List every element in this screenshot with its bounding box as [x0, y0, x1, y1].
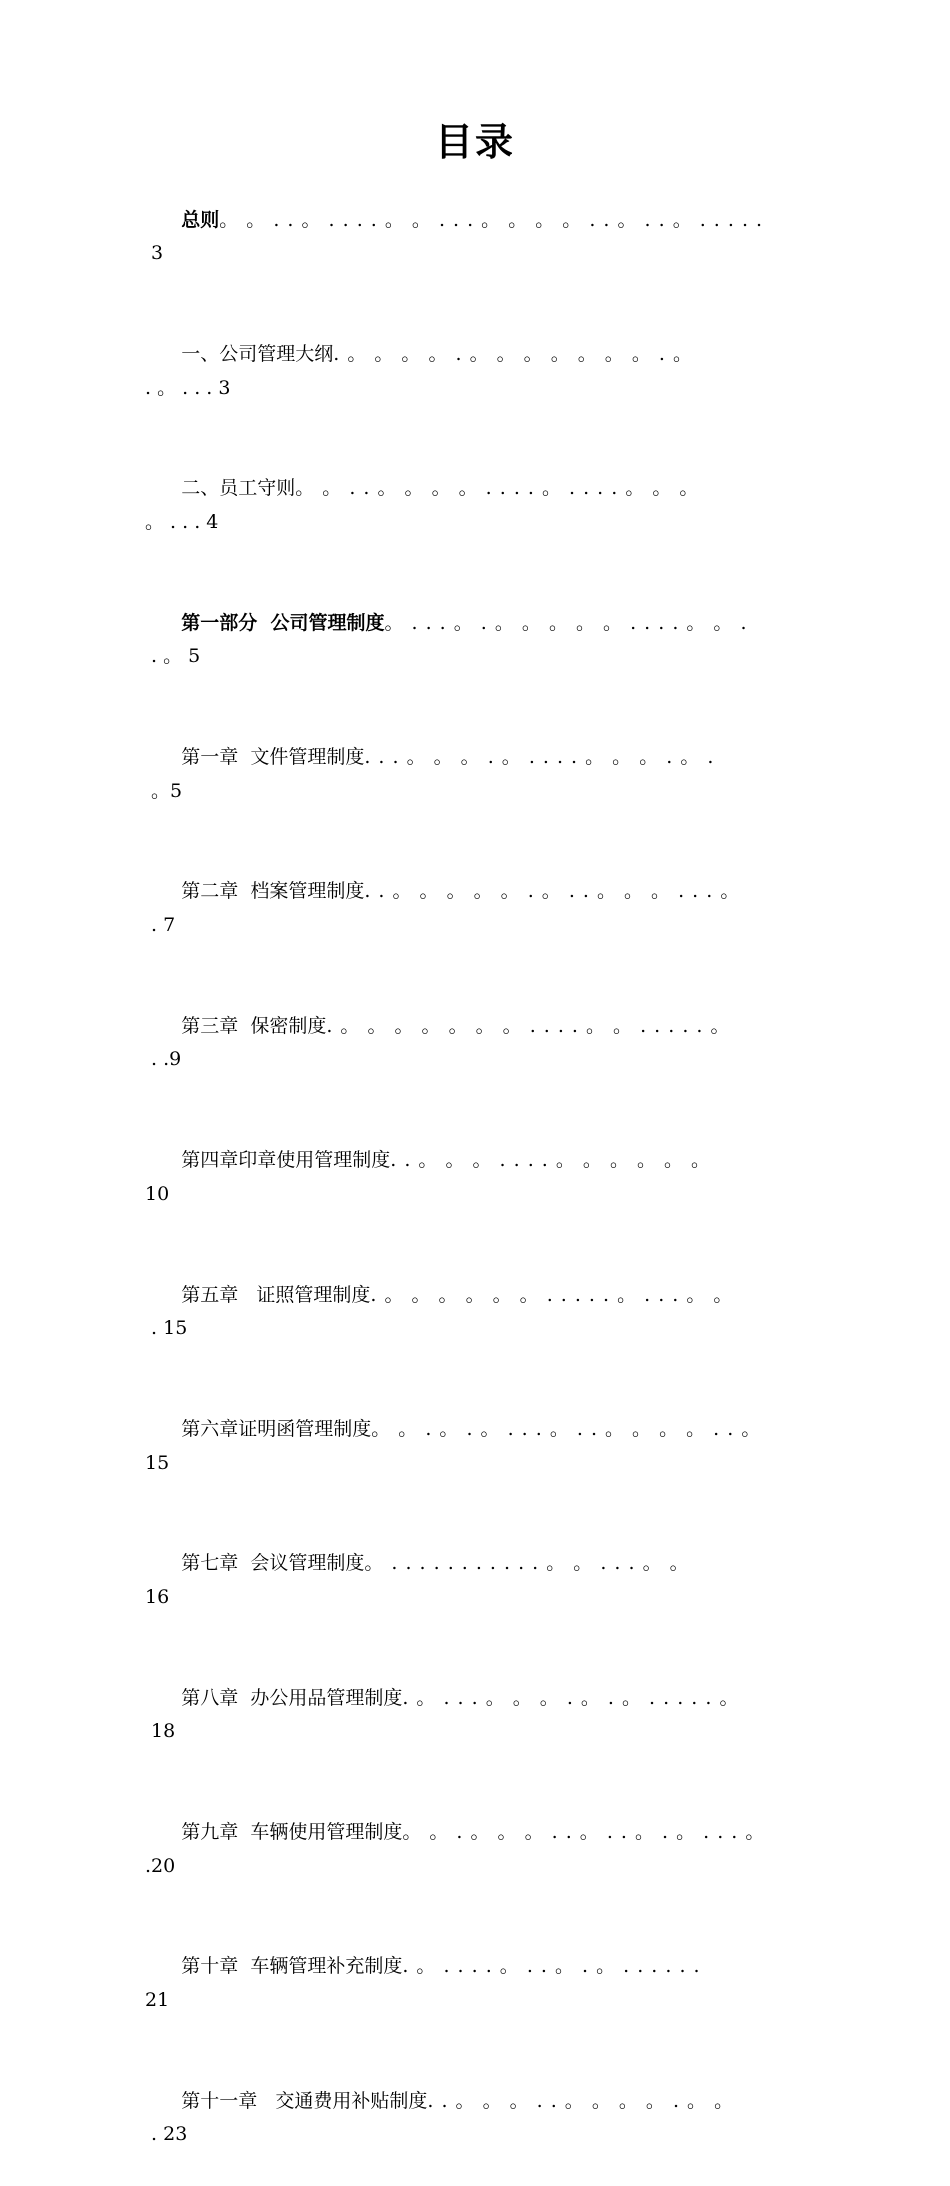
toc-entry-label: 第七章 会议管理制度 — [181, 1552, 365, 1575]
toc-leader: . 。 。 。 。 。 。 。 . . . . 。 。 . . . . . 。 — [326, 1014, 731, 1037]
toc-page-number: 。5 — [145, 779, 183, 802]
toc-entry[interactable] — [145, 1783, 820, 1917]
toc-entry[interactable] — [145, 1379, 820, 1513]
toc-page-number: . 。 5 — [145, 645, 201, 668]
toc-entry-label: 第一章 文件管理制度 — [181, 746, 365, 769]
toc-entry[interactable] — [145, 1245, 820, 1379]
toc-leader: . . . 。 。 。 . 。 . . . . 。 。 。 . 。 . — [364, 746, 715, 769]
toc-entry-label: 二、员工守则 — [181, 477, 296, 500]
toc-entry[interactable] — [145, 842, 820, 976]
toc-page-number: 21 — [145, 1989, 170, 2012]
toc-entry-label: 第九章 车辆使用管理制度 — [181, 1821, 403, 1844]
toc-page-number: 16 — [145, 1585, 170, 1608]
toc-entry-label: 第二章 档案管理制度 — [181, 880, 365, 903]
toc-leader: 。 。 . . 。 . . . . 。 。 . . . 。 。 。 。 . . 。 . . 。 . . . . . — [219, 208, 764, 231]
toc-entry[interactable] — [145, 1514, 820, 1648]
toc-entry-label: 第四章印章使用管理制度 — [181, 1149, 391, 1172]
toc-leader: 。 . . . . . . . . . . . 。 。 . . . 。 。 — [364, 1552, 690, 1575]
toc-entry[interactable] — [145, 2051, 820, 2185]
toc-leader: . 。 . . . 。 。 。 . 。 . 。 . . . . . 。 — [402, 1686, 740, 1709]
toc-page-number: 10 — [145, 1182, 170, 1205]
toc-entry-label: 第十章 车辆管理补充制度 — [181, 1955, 403, 1978]
toc-leader: 。 。 . 。 。 。 . . 。 . . 。 . 。 . . . 。 — [402, 1821, 766, 1844]
toc-entry-label: 总则 — [181, 208, 220, 231]
toc-leader: . . 。 。 。 . . 。 。 。 。 . 。 。 — [427, 2089, 735, 2112]
toc-entry-label: 第八章 办公用品管理制度 — [181, 1686, 403, 1709]
toc-leader: . 。 。 。 。 。 。 . . . . . 。 . . . 。 。 — [370, 1283, 734, 1306]
toc-page-number: 3 — [145, 242, 164, 265]
page-title: 目录 — [434, 119, 515, 164]
toc-entry[interactable] — [145, 1648, 820, 1782]
toc-leader: . 。 。 。 。 . 。 。 。 。 。 。 。 . 。 — [333, 342, 693, 365]
toc-entry[interactable] — [145, 708, 820, 842]
toc-page-number: 18 — [145, 1720, 176, 1743]
toc-page-number: . .9 — [145, 1048, 182, 1071]
table-of-contents — [145, 170, 820, 2186]
toc-entry[interactable] — [145, 304, 820, 438]
toc-page-number: . 7 — [145, 914, 176, 937]
toc-leader: 。 。 . . 。 。 。 。 . . . . 。 . . . . 。 。 。 — [295, 477, 700, 500]
toc-page-number: 。 . . . 4 — [145, 510, 219, 533]
toc-entry[interactable] — [145, 976, 820, 1110]
toc-page-number: 15 — [145, 1451, 170, 1474]
toc-entry-label: 第五章 证照管理制度 — [181, 1283, 371, 1306]
toc-page-number: . 。 . . . 3 — [145, 376, 231, 399]
toc-entry-label: 第六章证明函管理制度 — [181, 1417, 372, 1440]
toc-entry[interactable] — [145, 1111, 820, 1245]
toc-entry-label: 第三章 保密制度 — [181, 1014, 327, 1037]
toc-entry[interactable] — [145, 573, 820, 707]
toc-page-number: . 15 — [145, 1317, 188, 1340]
toc-entry-label: 一、公司管理大纲 — [181, 342, 334, 365]
toc-entry-label: 第十一章 交通费用补贴制度 — [181, 2089, 428, 2112]
toc-page-number: . 23 — [145, 2123, 188, 2146]
toc-leader: . 。 . . . . 。 . . 。 . 。 . . . . . . — [402, 1955, 701, 1978]
toc-leader: 。 . . . 。 . 。 。 。 。 。 . . . . 。 。 . — [384, 611, 748, 634]
toc-leader: 。 。 . 。 . 。 . . . 。 . . 。 。 。 。 . . 。 — [371, 1417, 762, 1440]
toc-entry-label: 第一部分 公司管理制度 — [181, 611, 385, 634]
toc-page-number: .20 — [145, 1854, 176, 1877]
toc-leader: . . 。 。 。 . . . . 。 。 。 。 。 。 — [390, 1149, 712, 1172]
toc-entry[interactable] — [145, 1917, 820, 2051]
toc-leader: . . 。 。 。 。 。 . 。 . . 。 。 。 . . . 。 — [364, 880, 741, 903]
toc-entry[interactable] — [145, 170, 820, 304]
toc-entry[interactable] — [145, 439, 820, 573]
